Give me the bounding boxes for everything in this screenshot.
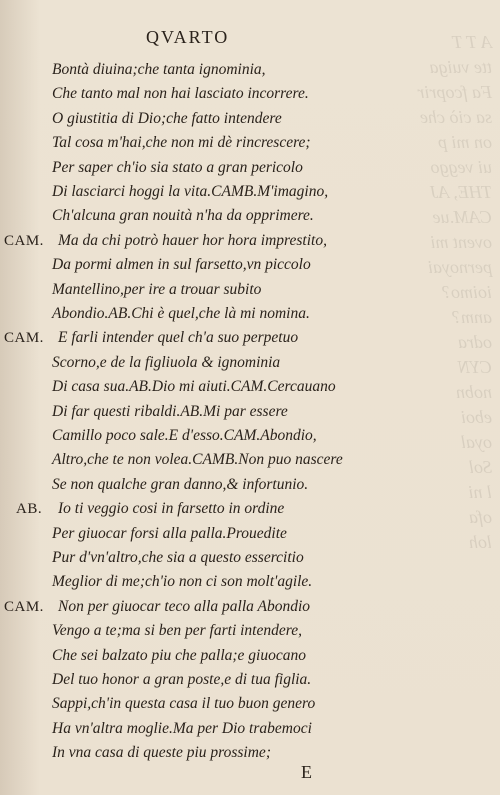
verse-line: O giustitia di Dio;che fatto intendere — [52, 109, 282, 127]
bleed-through-line: Fa fcoprir — [417, 82, 492, 102]
verse-line: E farli intender quel ch'a suo perpetuo — [58, 329, 299, 347]
bleed-through-line: CAM.ue — [432, 207, 492, 227]
verse-line: Tal cosa m'hai,che non mi dè rincrescere; — [52, 134, 311, 152]
bleed-through-line: THE, AJ — [430, 182, 492, 202]
verse-line: Bontà diuina;che tanta ignominia, — [52, 61, 266, 78]
bleed-through-line: l ni — [468, 482, 492, 502]
verse-line: Per giuocar forsi alla palla.Prouedite — [52, 524, 287, 542]
bleed-through-line: nobn — [456, 382, 492, 402]
verse-line: Abondio.AB.Chi è quel,che là mi nomina. — [52, 305, 310, 322]
bleed-through-line: ui veggo — [430, 157, 492, 177]
bleed-through-text — [342, 30, 492, 750]
verse-line: Di lasciarci hoggi la vita.CAMB.M'imagino, — [52, 183, 329, 200]
verse-line: Ch'alcuna gran nouità n'ha da opprimere. — [52, 207, 314, 225]
speaker-label: CAM. — [4, 232, 44, 249]
verse-line: Vengo a te;ma si ben per farti intendere, — [52, 622, 302, 640]
bleed-through-line: tte vuiga — [429, 57, 492, 77]
bleed-through-line: sa ciò che — [420, 107, 492, 127]
verse-line: Ma da chi potrò hauer hor hora imprestito, — [58, 231, 327, 249]
speaker-label: CAM. — [4, 330, 44, 347]
speaker-label: AB. — [16, 501, 43, 518]
bleed-through-line: odra — [457, 332, 492, 352]
verse-line: Da pormi almen in sul farsetto,vn piccolo — [52, 256, 311, 274]
verse-line: Altro,che te non volea.CAMB.Non puo nascere — [52, 451, 343, 469]
verse-line: Del tuo honor a gran poste,e di tua figlia. — [52, 671, 312, 688]
verse-line: Scorno,e de la figliuola & ignominia — [52, 353, 281, 371]
verse-line: Di casa sua.AB.Dio mi aiuti.CAM.Cercauano — [52, 378, 336, 396]
verse-line: Io ti veggio cosi in farsetto in ordine — [58, 500, 285, 518]
verse-line: In vna casa di queste piu prossime; — [52, 744, 271, 762]
bleed-through-line: ovent mi — [430, 232, 492, 252]
verse-line: Sappi,ch'in questa casa il tuo buon genero — [52, 695, 316, 713]
verse-line: Ha vn'altra moglie.Ma per Dio trabemoci — [52, 719, 312, 737]
bleed-through-line: anm? — [452, 307, 492, 327]
verse-line: Camillo poco sale.E d'esso.CAM.Abondio, — [52, 427, 317, 444]
verse-line: Che sei balzato piu che palla;e giuocano — [52, 646, 306, 664]
bleed-through-line: eboi — [461, 407, 492, 427]
bleed-through-line: ofa — [468, 507, 492, 527]
bleed-through-line: CYN — [457, 357, 492, 377]
speaker-label: CAM. — [4, 598, 44, 615]
verse-line: Non per giuocar teco alla palla Abondio — [58, 597, 311, 615]
bleed-through-line: A T T — [452, 32, 492, 52]
verse-line: Di far questi ribaldi.AB.Mi par essere — [52, 402, 288, 420]
bleed-through-line: on mi p — [438, 132, 492, 152]
verse-line: Mantellino,per ire a trouar subito — [52, 280, 262, 298]
verse-line: Se non qualche gran danno,& infortunio. — [52, 475, 309, 493]
signature-mark: E — [301, 762, 312, 782]
bleed-through-line: oyal — [461, 432, 492, 452]
verse-line: Che tanto mal non hai lasciato incorrere. — [52, 85, 309, 103]
verse-line: Per saper ch'io sia stato a gran pericolo — [52, 158, 303, 176]
bleed-through-line: ioimo? — [441, 282, 492, 302]
verse-line: Pur d'vn'altro,che sia a questo essercitio — [52, 549, 304, 566]
bleed-through-line: loh — [468, 532, 492, 552]
verse-line: Meglior di me;ch'io non ci son molt'agile. — [52, 573, 313, 591]
page-header: QVARTO — [146, 27, 230, 47]
bleed-through-line: Sol — [468, 457, 492, 477]
bleed-through-line: pernoyai — [428, 257, 492, 277]
